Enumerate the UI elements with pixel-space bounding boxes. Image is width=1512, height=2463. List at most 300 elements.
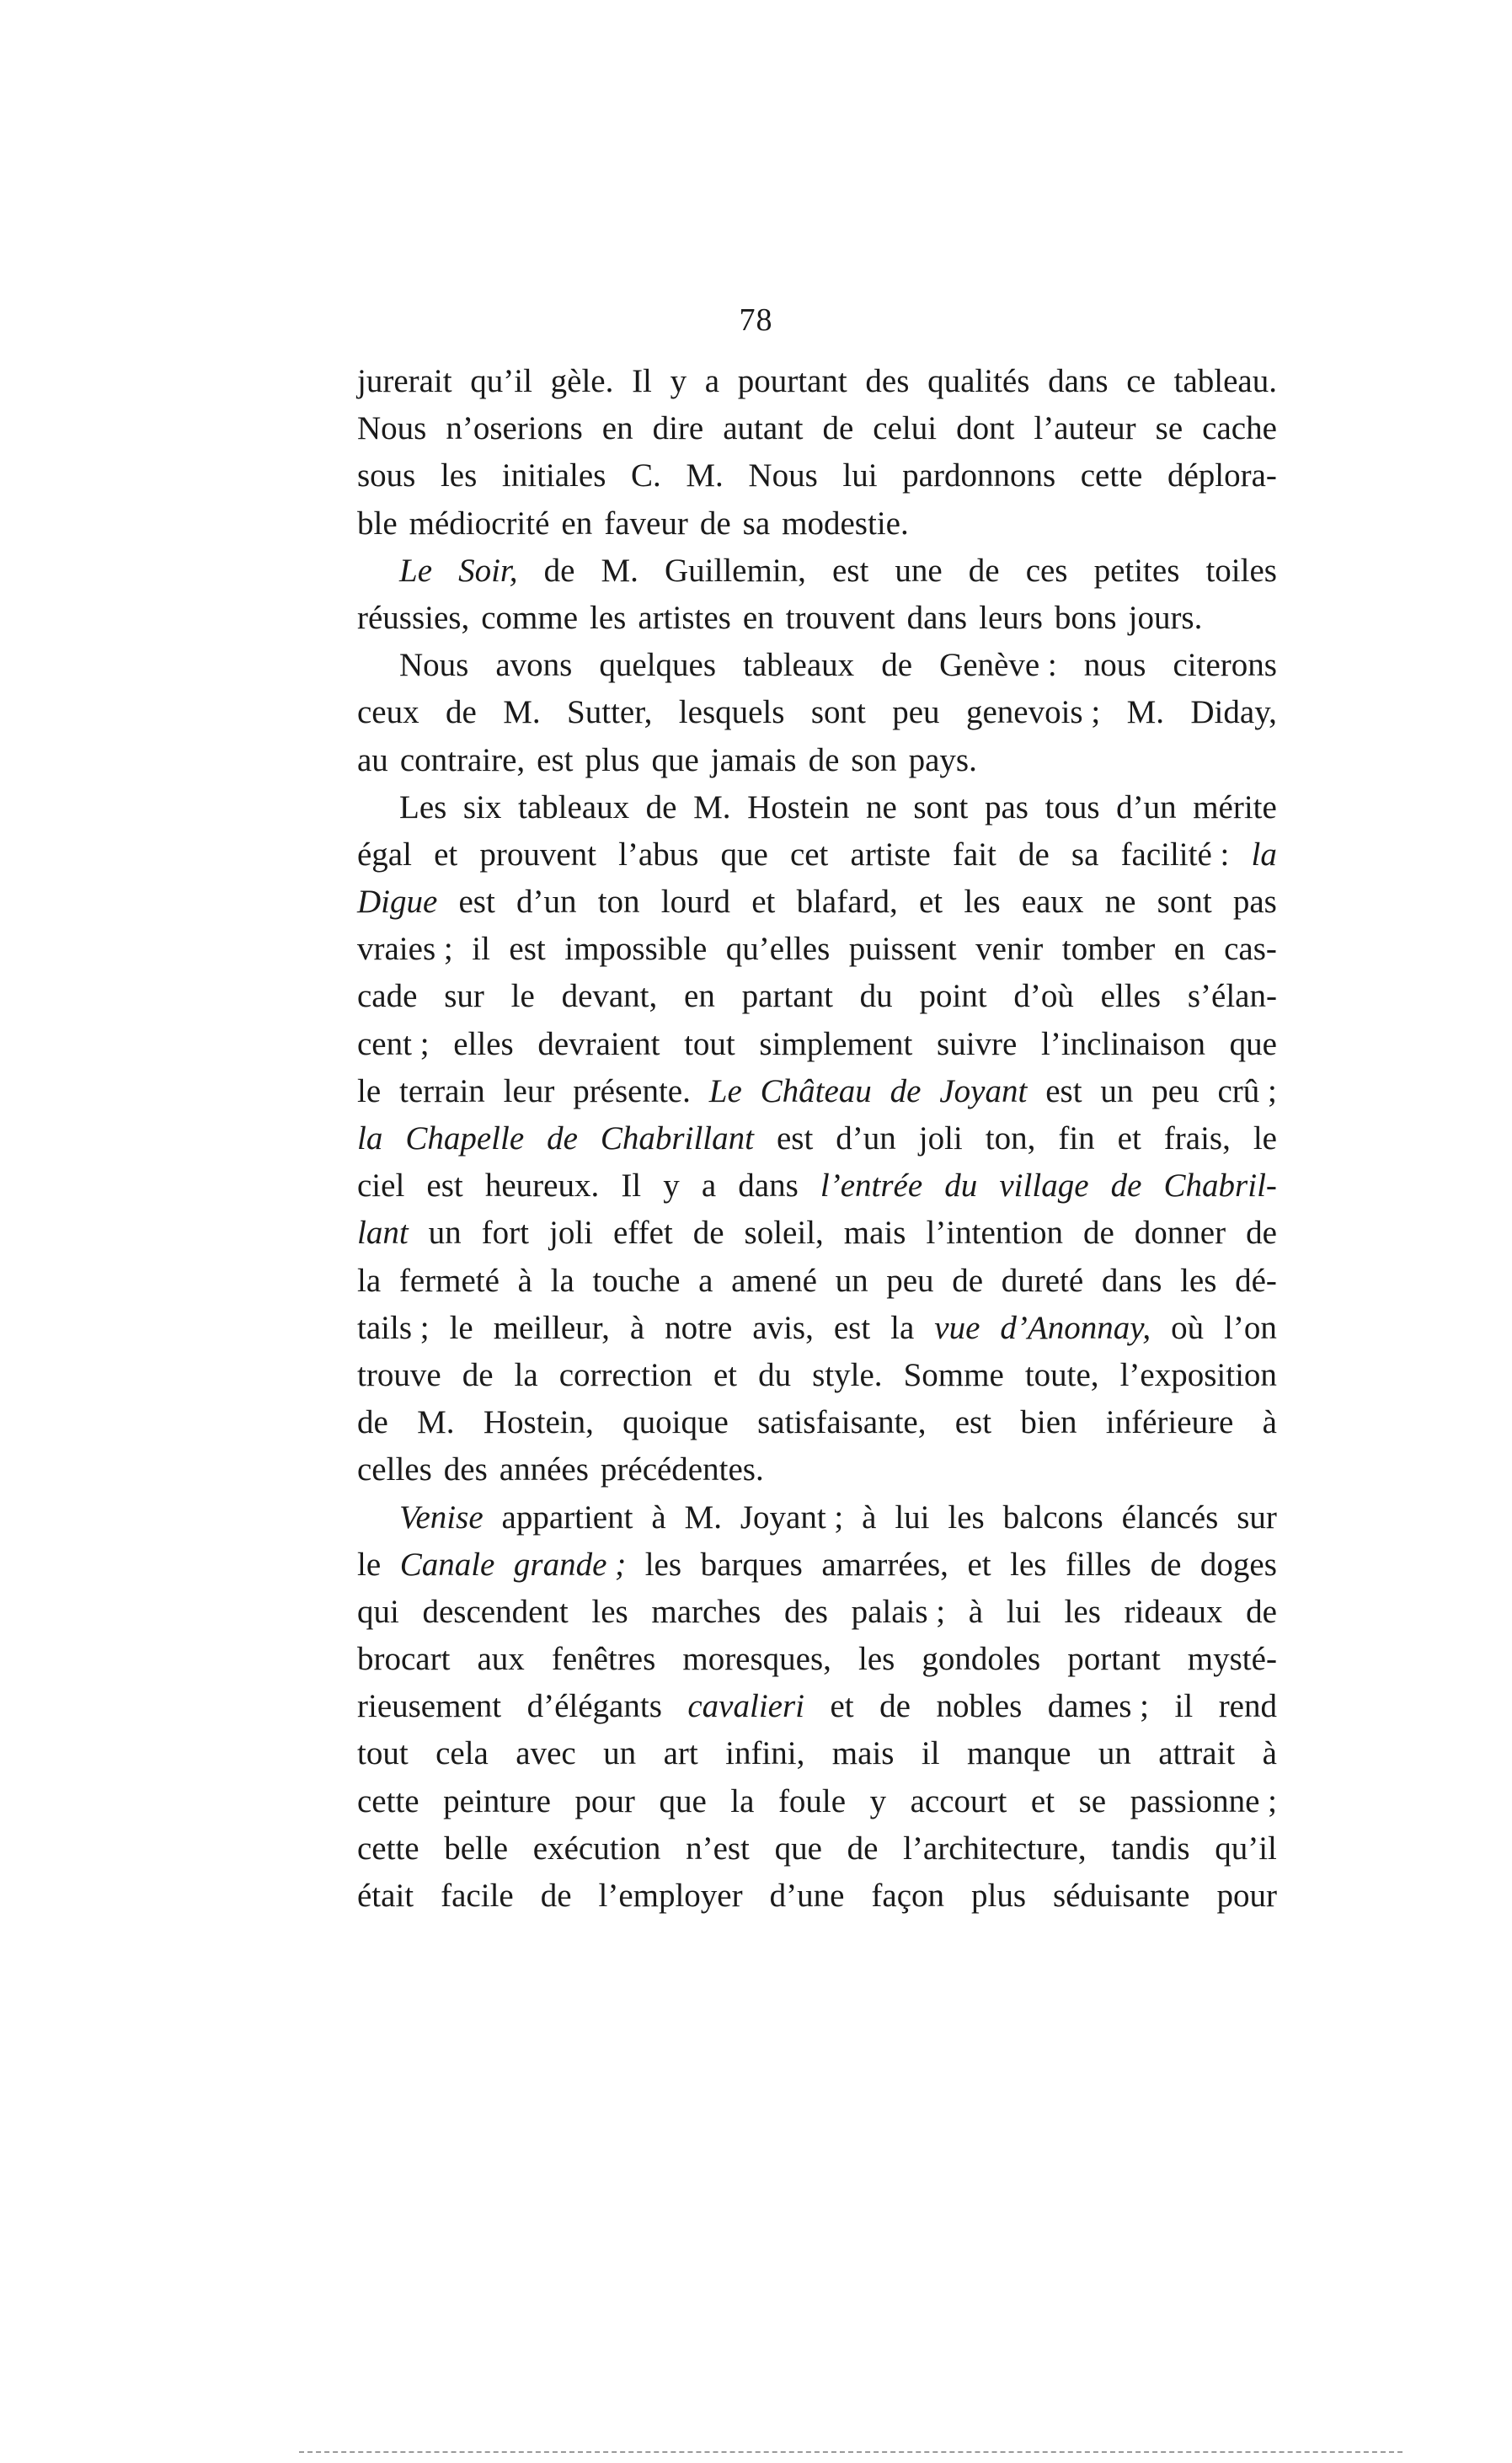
word: qu’elles [725, 931, 831, 968]
word: ce [1126, 363, 1156, 399]
word: Venise [399, 1499, 484, 1536]
word: attrait [1158, 1735, 1236, 1772]
word: y [869, 1782, 887, 1819]
word: cet [789, 836, 829, 873]
word: faveur [604, 505, 688, 542]
word: les [964, 884, 1001, 921]
word: comme [481, 599, 579, 636]
word: artistes [638, 599, 731, 636]
word: art [663, 1735, 698, 1772]
word: de [881, 647, 913, 684]
word: mysté- [1187, 1641, 1277, 1678]
word: initiales [501, 457, 606, 494]
word: la [357, 1262, 382, 1299]
word: et [1117, 1120, 1141, 1157]
word: avec [516, 1735, 576, 1772]
word: palais ; [851, 1593, 946, 1630]
word: l’abus [618, 836, 699, 873]
word: à [651, 1499, 666, 1536]
word: de [890, 1072, 922, 1109]
word: se [1155, 410, 1183, 447]
word: cette [357, 1782, 419, 1819]
word: prouvent [479, 836, 596, 873]
word: pays. [908, 741, 977, 778]
word: meilleur, [493, 1309, 610, 1346]
word: manque [966, 1735, 1071, 1772]
word: a [701, 1167, 717, 1205]
word: déplora- [1167, 457, 1277, 494]
word: de [1246, 1215, 1277, 1252]
word: toiles [1205, 552, 1277, 589]
word: M. [686, 457, 724, 494]
word: lourd [660, 884, 731, 921]
word: que [659, 1782, 707, 1819]
word: Le [399, 552, 432, 589]
text-line [357, 358, 1277, 405]
word: des [783, 1593, 828, 1630]
word: à [1262, 1735, 1277, 1772]
word: n’est [686, 1830, 750, 1867]
word: il [472, 931, 490, 968]
word: sous [357, 457, 416, 494]
word: de [879, 1688, 911, 1725]
word: style. [812, 1356, 883, 1393]
word: sont [913, 788, 969, 825]
word: fin [1058, 1120, 1095, 1157]
page-number: 78 [739, 302, 773, 338]
word: tableaux [743, 647, 855, 684]
word: était [357, 1878, 414, 1914]
word: lant [357, 1215, 409, 1252]
word: autant [723, 410, 804, 447]
word: du [859, 978, 893, 1015]
word: ne [865, 788, 897, 825]
word: ceux [357, 694, 419, 731]
word: pas [984, 788, 1028, 825]
word: pour [1216, 1878, 1277, 1914]
word: une [895, 552, 943, 589]
text-line [357, 1068, 1277, 1115]
word: est [776, 1120, 814, 1157]
word: marches [651, 1593, 761, 1630]
word: à [517, 1262, 532, 1299]
text-line [357, 1541, 1277, 1589]
word: tomber [1061, 931, 1156, 968]
word: et [713, 1356, 738, 1393]
word: plus [585, 741, 640, 778]
word: la [357, 1120, 383, 1157]
word: d’Anonnay, [1000, 1309, 1151, 1346]
word: cette [1080, 457, 1143, 494]
word: soleil, [744, 1215, 824, 1252]
word: cade [357, 978, 418, 1015]
word: l’architecture, [903, 1830, 1087, 1867]
word: les [440, 457, 478, 494]
word: peu [892, 694, 940, 731]
word: trouve [357, 1356, 441, 1393]
word: l’on [1224, 1309, 1277, 1346]
word: que [651, 741, 699, 778]
word: fenêtres [551, 1641, 656, 1678]
word: précédentes. [600, 1451, 764, 1488]
word: un [835, 1262, 868, 1299]
word: jurerait [357, 363, 452, 399]
word: Joyant ; [740, 1499, 844, 1536]
word: de [1082, 1215, 1114, 1252]
word: gondoles [922, 1641, 1041, 1678]
word: et [1030, 1782, 1055, 1819]
word: sur [1237, 1499, 1277, 1536]
word: vraies ; [357, 931, 453, 968]
word: plus [970, 1878, 1026, 1914]
word: lesquels [678, 694, 785, 731]
word: dames ; [1047, 1688, 1150, 1725]
text-line [357, 1494, 1277, 1541]
word: fermeté [398, 1262, 500, 1299]
word: M. [684, 1499, 722, 1536]
word: les [948, 1499, 985, 1536]
word: sa [1071, 836, 1099, 873]
word: amarrées, [821, 1546, 948, 1583]
word: d’un [836, 1120, 896, 1157]
word: dans [1048, 363, 1109, 399]
word: M. [601, 552, 638, 589]
word: de [543, 552, 575, 589]
word: est [458, 884, 495, 921]
word: sont [810, 694, 866, 731]
word: qu’il [470, 363, 532, 399]
word: ble [357, 505, 398, 542]
word: est [426, 1167, 463, 1205]
word: citerons [1173, 647, 1277, 684]
word: partant [741, 978, 833, 1015]
word: genevois ; [965, 694, 1101, 731]
word: tous [1045, 788, 1100, 825]
word: un [1098, 1735, 1131, 1772]
word: Nous [748, 457, 818, 494]
word: ciel [357, 1167, 405, 1205]
word: sur [444, 978, 484, 1015]
word: le [1253, 1120, 1277, 1157]
word: de [540, 1878, 572, 1914]
word: en [742, 599, 774, 636]
text-line [357, 642, 1277, 689]
word: ton [597, 884, 640, 921]
word: aux [477, 1641, 525, 1678]
word: ces [1025, 552, 1068, 589]
word: de [692, 1215, 724, 1252]
word: peu [886, 1262, 934, 1299]
word: de [1246, 1593, 1277, 1630]
word: contraire, [399, 741, 526, 778]
text-line [357, 973, 1277, 1020]
text-line [357, 1115, 1277, 1162]
word: Château [760, 1072, 872, 1109]
word: accourt [910, 1782, 1007, 1819]
word: est [832, 552, 869, 589]
word: dé- [1235, 1262, 1277, 1299]
word: Genève : [939, 647, 1057, 684]
word: pourtant [737, 363, 847, 399]
word: l’auteur [1034, 410, 1136, 447]
word: mais [843, 1215, 906, 1252]
word: l’inclinaison [1041, 1025, 1205, 1062]
word: est [1045, 1072, 1082, 1109]
word: a [698, 1262, 713, 1299]
word: blafard, [796, 884, 898, 921]
word: modestie. [782, 505, 909, 542]
text-line [357, 500, 1277, 548]
word: Hostein [747, 788, 850, 825]
word: Chapelle [405, 1120, 525, 1157]
word: l’entrée [820, 1167, 923, 1205]
word: Nous [399, 647, 469, 684]
word: cache [1202, 410, 1277, 447]
word: d’un [1116, 788, 1177, 825]
word: descendent [422, 1593, 569, 1630]
word: Hostein, [483, 1404, 594, 1441]
word: nobles [936, 1688, 1023, 1725]
word: leur [503, 1072, 555, 1109]
text-line [357, 689, 1277, 736]
word: joli [918, 1120, 963, 1157]
word: pardonnons [902, 457, 1056, 494]
word: à [1262, 1404, 1277, 1441]
word: la [514, 1356, 538, 1393]
word: tails ; [357, 1309, 430, 1346]
word: bien [1020, 1404, 1077, 1441]
word: de [822, 410, 854, 447]
word: dire [652, 410, 704, 447]
word: cela [435, 1735, 489, 1772]
word: notre [665, 1309, 733, 1346]
word: ton, [985, 1120, 1036, 1157]
word: belle [444, 1830, 509, 1867]
word: inférieure [1105, 1404, 1234, 1441]
text-line [357, 831, 1277, 879]
word: grande ; [513, 1546, 627, 1583]
word: passionne ; [1130, 1782, 1277, 1819]
word: correction [558, 1356, 692, 1393]
word: fait [952, 836, 996, 873]
text-line [357, 1730, 1277, 1777]
text-line [357, 784, 1277, 831]
word: n’oserions [446, 410, 583, 447]
word: en [561, 505, 593, 542]
word: simplement [759, 1025, 913, 1062]
word: gèle. [550, 363, 614, 399]
word: M. [417, 1404, 455, 1441]
word: cent ; [357, 1025, 430, 1062]
word: avis, [752, 1309, 814, 1346]
word: de [847, 1830, 879, 1867]
word: Chabrillant [600, 1120, 754, 1157]
word: réussies, [357, 599, 470, 636]
word: cas- [1224, 931, 1277, 968]
word: l’exposition [1119, 1356, 1277, 1393]
word: trouvent [785, 599, 895, 636]
word: Canale [399, 1546, 495, 1583]
text-line [357, 1305, 1277, 1352]
word: l’intention [926, 1215, 1063, 1252]
word: l’employer [598, 1878, 743, 1914]
text-line [357, 1683, 1277, 1730]
word: la [1251, 836, 1277, 873]
word: donner [1134, 1215, 1226, 1252]
text-line [357, 1021, 1277, 1068]
word: artiste [850, 836, 931, 873]
word: Somme [903, 1356, 1004, 1393]
text-line [357, 548, 1277, 595]
word: lui [895, 1499, 930, 1536]
word: barques [700, 1546, 803, 1583]
word: avons [495, 647, 573, 684]
word: Nous [357, 410, 427, 447]
word: de [446, 694, 477, 731]
word: de [357, 1404, 388, 1441]
word: elles [453, 1025, 514, 1062]
word: rend [1218, 1688, 1277, 1725]
word: en [601, 410, 633, 447]
word: médiocrité [409, 505, 550, 542]
word: M. [503, 694, 541, 731]
word: eaux [1021, 884, 1084, 921]
word: exécution [532, 1830, 661, 1867]
word: quoique [622, 1404, 729, 1441]
word: venir [975, 931, 1044, 968]
text-line [357, 1162, 1277, 1210]
word: de [808, 741, 840, 778]
word: les [1010, 1546, 1047, 1583]
body-text [357, 358, 1277, 1920]
word: la [890, 1309, 915, 1346]
word: est [509, 931, 546, 968]
word: ne [1104, 884, 1136, 921]
word: qui [357, 1593, 399, 1630]
word: toute, [1024, 1356, 1099, 1393]
word: sont [1157, 884, 1212, 921]
word: les [1064, 1593, 1101, 1630]
text-line [357, 1352, 1277, 1399]
word: effet [613, 1215, 673, 1252]
word: son [851, 741, 897, 778]
word: lui [1006, 1593, 1041, 1630]
word: façon [871, 1878, 944, 1914]
word: dureté [1001, 1262, 1084, 1299]
word: il [1174, 1688, 1194, 1725]
word: des [443, 1451, 488, 1488]
word: séduisante [1052, 1878, 1190, 1914]
word: jours. [1128, 599, 1203, 636]
word: le [449, 1309, 473, 1346]
word: Diday, [1190, 694, 1277, 731]
word: tout [684, 1025, 735, 1062]
word: fort [481, 1215, 529, 1252]
word: de [968, 552, 1000, 589]
word: heureux. [484, 1167, 600, 1205]
word: qualités [927, 363, 1030, 399]
word: puissent [848, 931, 957, 968]
word: a [704, 363, 720, 399]
text-line [357, 1589, 1277, 1636]
text-line [357, 926, 1277, 973]
text-line [357, 1210, 1277, 1257]
word: et [967, 1546, 991, 1583]
word: crû ; [1217, 1072, 1277, 1109]
text-line [357, 1778, 1277, 1825]
word: les [591, 1593, 628, 1630]
word: dans [1101, 1262, 1162, 1299]
word: bons [1054, 599, 1117, 636]
word: impossible [564, 931, 708, 968]
word: M. [1126, 694, 1164, 731]
word: foule [777, 1782, 847, 1819]
word: six [462, 788, 502, 825]
word: Chabril- [1163, 1167, 1277, 1205]
word: dont [956, 410, 1015, 447]
word: où [1171, 1309, 1205, 1346]
word: rieusement [357, 1688, 502, 1725]
word: tableaux [517, 788, 630, 825]
word: vue [934, 1309, 980, 1346]
word: dans [738, 1167, 799, 1205]
word: rideaux [1124, 1593, 1223, 1630]
page-edge-rule [299, 2451, 1402, 2453]
word: amené [731, 1262, 817, 1299]
text-line [357, 452, 1277, 500]
word: de [1110, 1167, 1142, 1205]
word: peu [1151, 1072, 1199, 1109]
word: dans [906, 599, 968, 636]
word: C. [631, 457, 661, 494]
text-line [357, 1873, 1277, 1920]
word: égal [357, 836, 412, 873]
word: Digue [357, 884, 438, 921]
text-line [357, 1258, 1277, 1305]
word: tout [357, 1735, 409, 1772]
word: d’élégants [526, 1688, 662, 1725]
word: de [462, 1356, 494, 1393]
word: village [999, 1167, 1089, 1205]
word: élancés [1121, 1499, 1219, 1536]
word: du [944, 1167, 978, 1205]
word: et [751, 884, 776, 921]
word: Joyant [939, 1072, 1028, 1109]
word: Les [399, 788, 447, 825]
text-line [357, 737, 1277, 784]
word: à [862, 1499, 877, 1536]
word: présente. [573, 1072, 691, 1109]
word: M. [693, 788, 731, 825]
word: de [547, 1120, 578, 1157]
word: de [699, 505, 731, 542]
word: que [1229, 1025, 1277, 1062]
word: devant, [561, 978, 658, 1015]
word: moresques, [682, 1641, 831, 1678]
word: quelques [599, 647, 717, 684]
word: la [550, 1262, 574, 1299]
word: nous [1083, 647, 1146, 684]
text-line [357, 405, 1277, 452]
word: facilité : [1120, 836, 1230, 873]
text-line [357, 1636, 1277, 1683]
word: un [1100, 1072, 1134, 1109]
text-line [357, 1399, 1277, 1446]
word: jamais [710, 741, 797, 778]
word: point [919, 978, 987, 1015]
word: à [629, 1309, 645, 1346]
word: filles [1066, 1546, 1132, 1583]
